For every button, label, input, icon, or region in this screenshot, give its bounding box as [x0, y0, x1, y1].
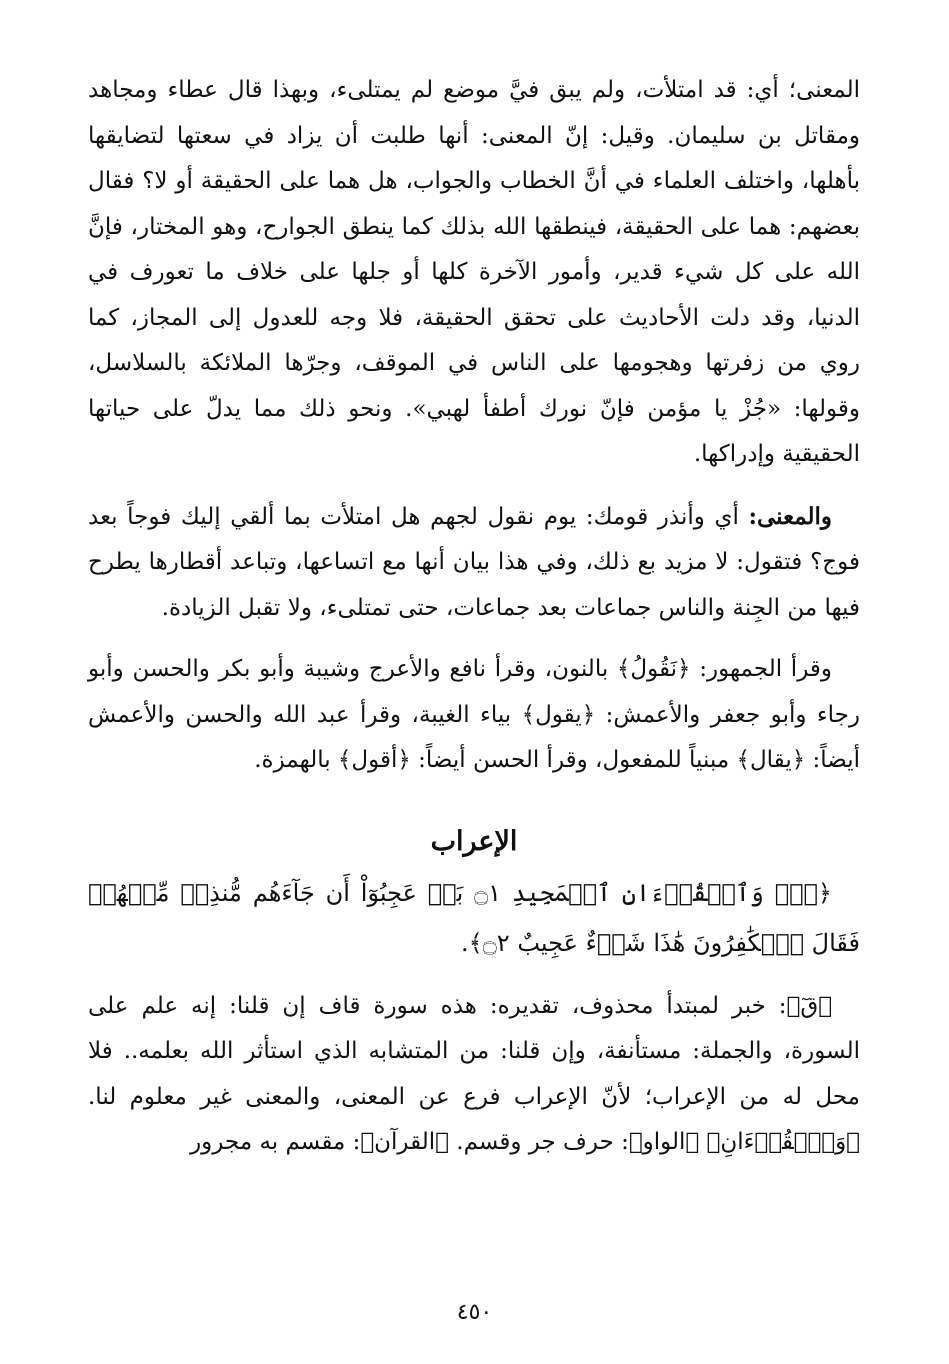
page-body [88, 68, 860, 1166]
paragraph-1 [88, 68, 860, 478]
section-title: الإعراب [430, 825, 518, 857]
quran-verse: ﴿قٓۚ وَٱلۡقُرۡءَانِ ٱلۡمَجِيدِ ۝١ بَلۡ عَجِبُوٓاْ أَن جَآءَهُم مُّنذِرٞ مِّنۡهُمۡ فَقَالَ ٱلۡكَٰفِرُونَ هَٰذَا شَيۡءٌ عَجِيبٌ ۝٢﴾. [88, 878, 860, 957]
paragraph-2-lead: والمعنى: [748, 502, 832, 530]
paragraph-3 [88, 647, 860, 784]
paragraph-1-text: المعنى؛ أي: قد امتلأت، ولم يبق فيَّ موضع لم يمتلىء، وبهذا قال عطاء ومجاهد ومقاتل بن سليمان. وقيل: إنّ المعنى: أنها طلبت أن يزاد في سعتها لتضايقها بأهلها، واختلف العلماء في أنَّ الخطاب والجواب، هل هما على الحقيقة أو لا؟ فقال بعضهم: هما على الحقيقة، فينطقها الله بذلك كما ينطق الجوارح، وهو المختار، فإنَّ الله على كل شيء قدير، وأمور الآخرة كلها أو جلها على خلاف ما تعورف في الدنيا، وقد دلت الأحاديث على تحقق الحقيقة، فلا وجه للعدول إلى المجاز، كما روي من زفرتها وهجومها على الناس في الموقف، وجرّها الملائكة بالسلاسل، وقولها: «جُزْ يا مؤمن فإنّ نورك أطفأ لهبي». ونحو ذلك مما يدلّ على حياتها الحقيقية وإدراكها. [88, 77, 860, 467]
paragraph-3-text: وقرأ الجمهور: ﴿نَقُولُ﴾ بالنون، وقرأ نافع والأعرج وشيبة وأبو بكر والحسن وأبو رجاء وأبو جعفر والأعمش: ﴿يقول﴾ بياء الغيبة، وقرأ عبد الله والحسن والأعمش أيضاً: ﴿يقال﴾ مبنياً للمفعول، وقرأ الحسن أيضاً: ﴿أقول﴾ بالهمزة. [88, 656, 860, 773]
paragraph-2-text: أي وأنذر قومك: يوم نقول لجهم هل امتلأت بما ألقي إليك فوجاً بعد فوج؟ فتقول: لا مزيد بع ذلك، وفي هذا بيان أنها مع اتساعها، وتباعد أقطارها يطرح فيها من الجِنة والناس جماعات بعد جماعات، حتى تمتلىء، ولا تقبل الزيادة. [88, 503, 860, 621]
page-number: ٤٥٠ [456, 1300, 493, 1325]
paragraph-2 [88, 494, 860, 632]
irab-paragraph: ﴿قٓ﴾: خبر لمبتدأ محذوف، تقديره: هذه سورة قاف إن قلنا: إنه علم على السورة، والجملة: مستأنفة، وإن قلنا: من المتشابه الذي استأثر الله بعلمه.. فلا محل له من الإعراب؛ لأنّ الإعراب فرع عن المعنى، والمعنى غير معلوم لنا. ﴿وَٱلۡقُرۡءَانِ﴾ ﴿الواو﴾: حرف جر وقسم. ﴿القرآن﴾: مقسم به مجرور [88, 992, 860, 1155]
